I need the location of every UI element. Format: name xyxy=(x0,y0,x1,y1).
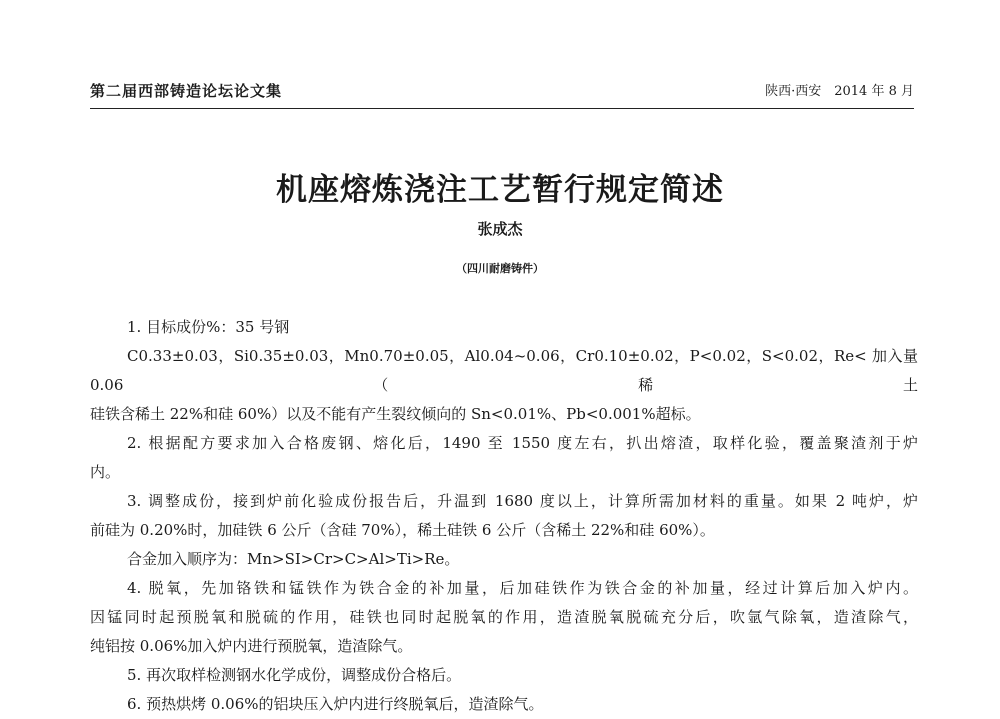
para-4-line-2: 前硅为 0.20%时，加硅铁 6 公斤（含硅 70%），稀土硅铁 6 公斤（含稀土 22%和硅 60%）。 xyxy=(90,521,715,539)
author-name: 张成杰 xyxy=(477,220,523,238)
para-6-line-1: 4. 脱氧，先加铬铁和锰铁作为铁合金的补加量，后加硅铁作为铁合金的补加量，经过计算后加入炉内。 xyxy=(127,579,918,597)
header-rule xyxy=(90,108,914,109)
para-2-line-1: C0.33±0.03，Si0.35±0.03，Mn0.70±0.05，Al0.04~0.06，Cr0.10±0.02，P<0.02，S<0.02，Re< 加入量 0.06（稀土 xyxy=(90,347,918,394)
para-6-line-3: 纯铝按 0.06%加入炉内进行预脱氧，造渣除气。 xyxy=(90,637,413,655)
para-4-line-1: 3. 调整成份，接到炉前化验成份报告后，升温到 1680 度以上，计算所需加材料的重量。如果 2 吨炉，炉 xyxy=(127,492,918,510)
running-header-place-date: 陕西·西安 2014 年 8 月 xyxy=(765,84,914,99)
para-2-line-2: 硅铁含稀土 22%和硅 60%）以及不能有产生裂纹倾向的 Sn<0.01%、Pb<0.001%超标。 xyxy=(90,405,701,423)
paper-title: 机座熔炼浇注工艺暂行规定简述 xyxy=(276,172,724,208)
para-1: 1. 目标成份%：35 号钢 xyxy=(127,318,290,336)
para-7: 5. 再次取样检测钢水化学成份，调整成份合格后。 xyxy=(127,666,462,684)
para-3-line-1: 2. 根据配方要求加入合格废钢、熔化后，1490 至 1550 度左右，扒出熔渣，取样化验，覆盖聚渣剂于炉 xyxy=(127,434,918,452)
running-header-journal: 第二届西部铸造论坛论文集 xyxy=(90,82,283,100)
body-text xyxy=(90,313,918,719)
para-6-line-2: 因锰同时起预脱氧和脱硫的作用，硅铁也同时起脱氧的作用，造渣脱氧脱硫充分后，吹氩气除氧，造渣除气， xyxy=(90,608,918,626)
author-affiliation: （四川耐磨铸件） xyxy=(456,262,544,275)
para-5: 合金加入顺序为：Mn>SI>Cr>C>Al>Ti>Re。 xyxy=(127,550,460,568)
para-3-line-2: 内。 xyxy=(90,463,121,481)
para-8: 6. 预热烘烤 0.06%的铝块压入炉内进行终脱氧后，造渣除气。 xyxy=(127,695,544,713)
